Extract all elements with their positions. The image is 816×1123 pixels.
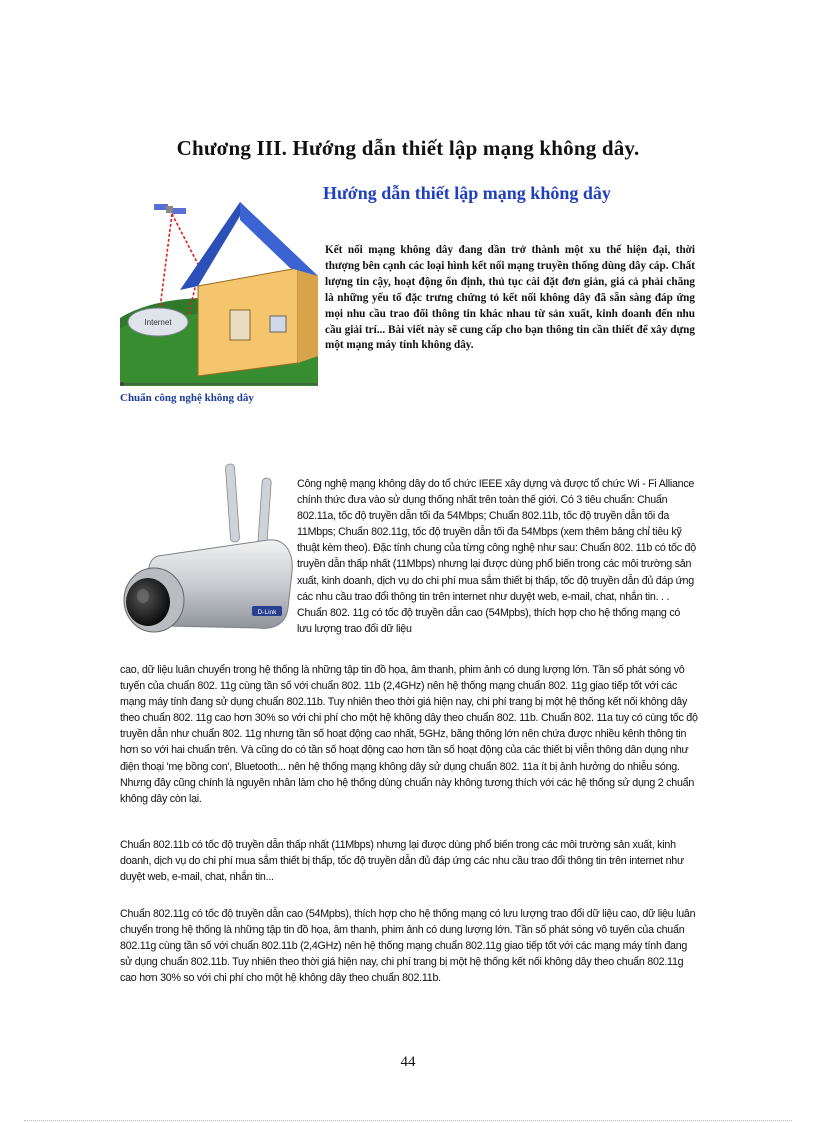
subsection-label: Chuẩn công nghệ không dây [120,392,254,404]
satellite-icon [154,204,186,214]
page-number: 44 [400,1054,416,1070]
camera-brand: D-Link [257,609,277,616]
paragraph-802-11g: Chuẩn 802.11g có tốc độ truyền dẫn cao (54Mpbs), thích hợp cho hệ thống mạng có lưu lượng trao đổi dữ liệu cao, dữ liệu luân chuyển trong hệ thống là những tập tin đồ họa, âm thanh, phim ảnh có dung lượng lớn. Tần số phát sóng vô tuyến của chuẩn 802.11g cùng tần số với chuẩn 802.11b (2,4GHz) nên hệ thống mạng chuẩn 802.11g giao tiếp tốt với các mạng máy tính đang sử dụng chuẩn 802.11b. Tuy nhiên theo thời giá hiện nay, chi phí trang bị một hệ thống kết nối không dây theo chuẩn 802.11g cao hơn 30% so với chi phí cho một hệ không dây theo chuẩn 802.11b. [120,908,696,985]
wireless-house-illustration [120,198,318,386]
chapter-title: Chương III. Hướng dẫn thiết lập mạng không dây. [176,136,640,160]
body-paragraph-full: cao, dữ liệu luân chuyển trong hệ thống là những tập tin đồ họa, âm thanh, phim ảnh có dung lượng lớn. Tần số phát sóng vô tuyến của chuẩn 802. 11g cùng tần số với chuẩn 802. 11b (2,4GHz) nên hệ thống mạng chuẩn 802. 11g giao tiếp tốt với các mạng máy tính đang sử dụng chuẩn 802.11b. Tuy nhiên theo thời giá hiện nay, chi phí trang bị một hệ thống kết nối không dây theo chuẩn 802. 11g cao hơn 30% so với chi phí cho một hệ không dây theo chuẩn 802. 11b. Chuẩn 802. 11a tuy có cùng tốc độ truyền dẫn như chuẩn 802. 11g nhưng tần số hoạt động cao nhất, 5GHz, băng thông lớn nên chứa được nhiều kênh thông tin hơn so với hai chuẩn trên. Và cũng do có tần số hoạt động cao hơn tần số hoạt động của các thiết bị viễn thông dân dụng như điện thoại 'mẹ bồng con', Bluetooth... nên hệ thống mạng không dây sử dụng chuẩn 802. 11a ít bị ảnh hưởng do nhiễu sóng. Nhưng đây cũng chính là nguyên nhân làm cho hệ thống dùng chuẩn này không tương thích với các hệ thống sử dụng 2 chuẩn không dây còn lại. [120,664,698,805]
paragraph-802-11b: Chuẩn 802.11b có tốc độ truyền dẫn thấp nhất (11Mbps) nhưng lại được dùng phổ biến trong các môi trường sản xuất, kinh doanh, dịch vụ do chi phí mua sắm thiết bị thấp, tốc độ truyền dẫn đủ đáp ứng các nhu cầu trao đổi thông tin trên internet như duyệt web, e-mail, chat, nhắn tin... [120,839,684,884]
internet-cloud-icon [128,308,188,336]
body-paragraph-wrap: Công nghệ mạng không dây do tổ chức IEEE xây dựng và được tổ chức Wi - Fi Alliance chính thức đưa vào sử dụng thống nhất trên toàn thế giới. Có 3 tiêu chuẩn: Chuẩn 802.11a, tốc độ truyền dẫn tối đa 54Mbps; Chuẩn 802.11b, tốc độ truyền dẫn tối đa 11Mbps; Chuẩn 802.11g, tốc độ truyền dẫn tối đa 54Mbps (xem thêm bảng chỉ tiêu kỹ thuật kèm theo). Đặc tính chung của từng công nghệ như sau: Chuẩn 802. 11b có tốc độ truyền dẫn thấp nhất (11Mbps) nhưng lại được dùng phổ biến trong các môi trường sản xuất, kinh doanh, dịch vụ do chi phí mua sắm thiết bị thấp, tốc độ truyền dẫn đủ đáp ứng các nhu cầu trao đổi thông tin trên internet như duyệt web, e-mail, chat, nhắn tin. . . Chuẩn 802. 11g có tốc độ truyền dẫn cao (54Mpbs), thích hợp cho hệ thống mạng có lưu lượng trao đổi dữ liệu [297,478,696,635]
ip-camera-photo [118,458,296,658]
internet-label: Internet [144,318,172,327]
footer-divider [24,1120,792,1121]
section-heading: Hướng dẫn thiết lập mạng không dây [323,183,611,203]
intro-paragraph: Kết nối mạng không dây đang dần trở thành một xu thế hiện đại, thời thượng bên cạnh các loại hình kết nối mạng truyền thống dùng dây cáp. Chất lượng tin cậy, hoạt động ổn định, thủ tục cài đặt đơn giản, giá cả phải chăng là những yếu tố đặc trưng chứng tỏ kết nối không dây đã sẵn sàng đáp ứng mọi nhu cầu trao đổi thông tin khác nhau từ sản xuất, kinh doanh đến nhu cầu giải trí... Bài viết này sẽ cung cấp cho bạn thông tin cần thiết để xây dựng một mạng máy tính không dây. [325,244,695,352]
